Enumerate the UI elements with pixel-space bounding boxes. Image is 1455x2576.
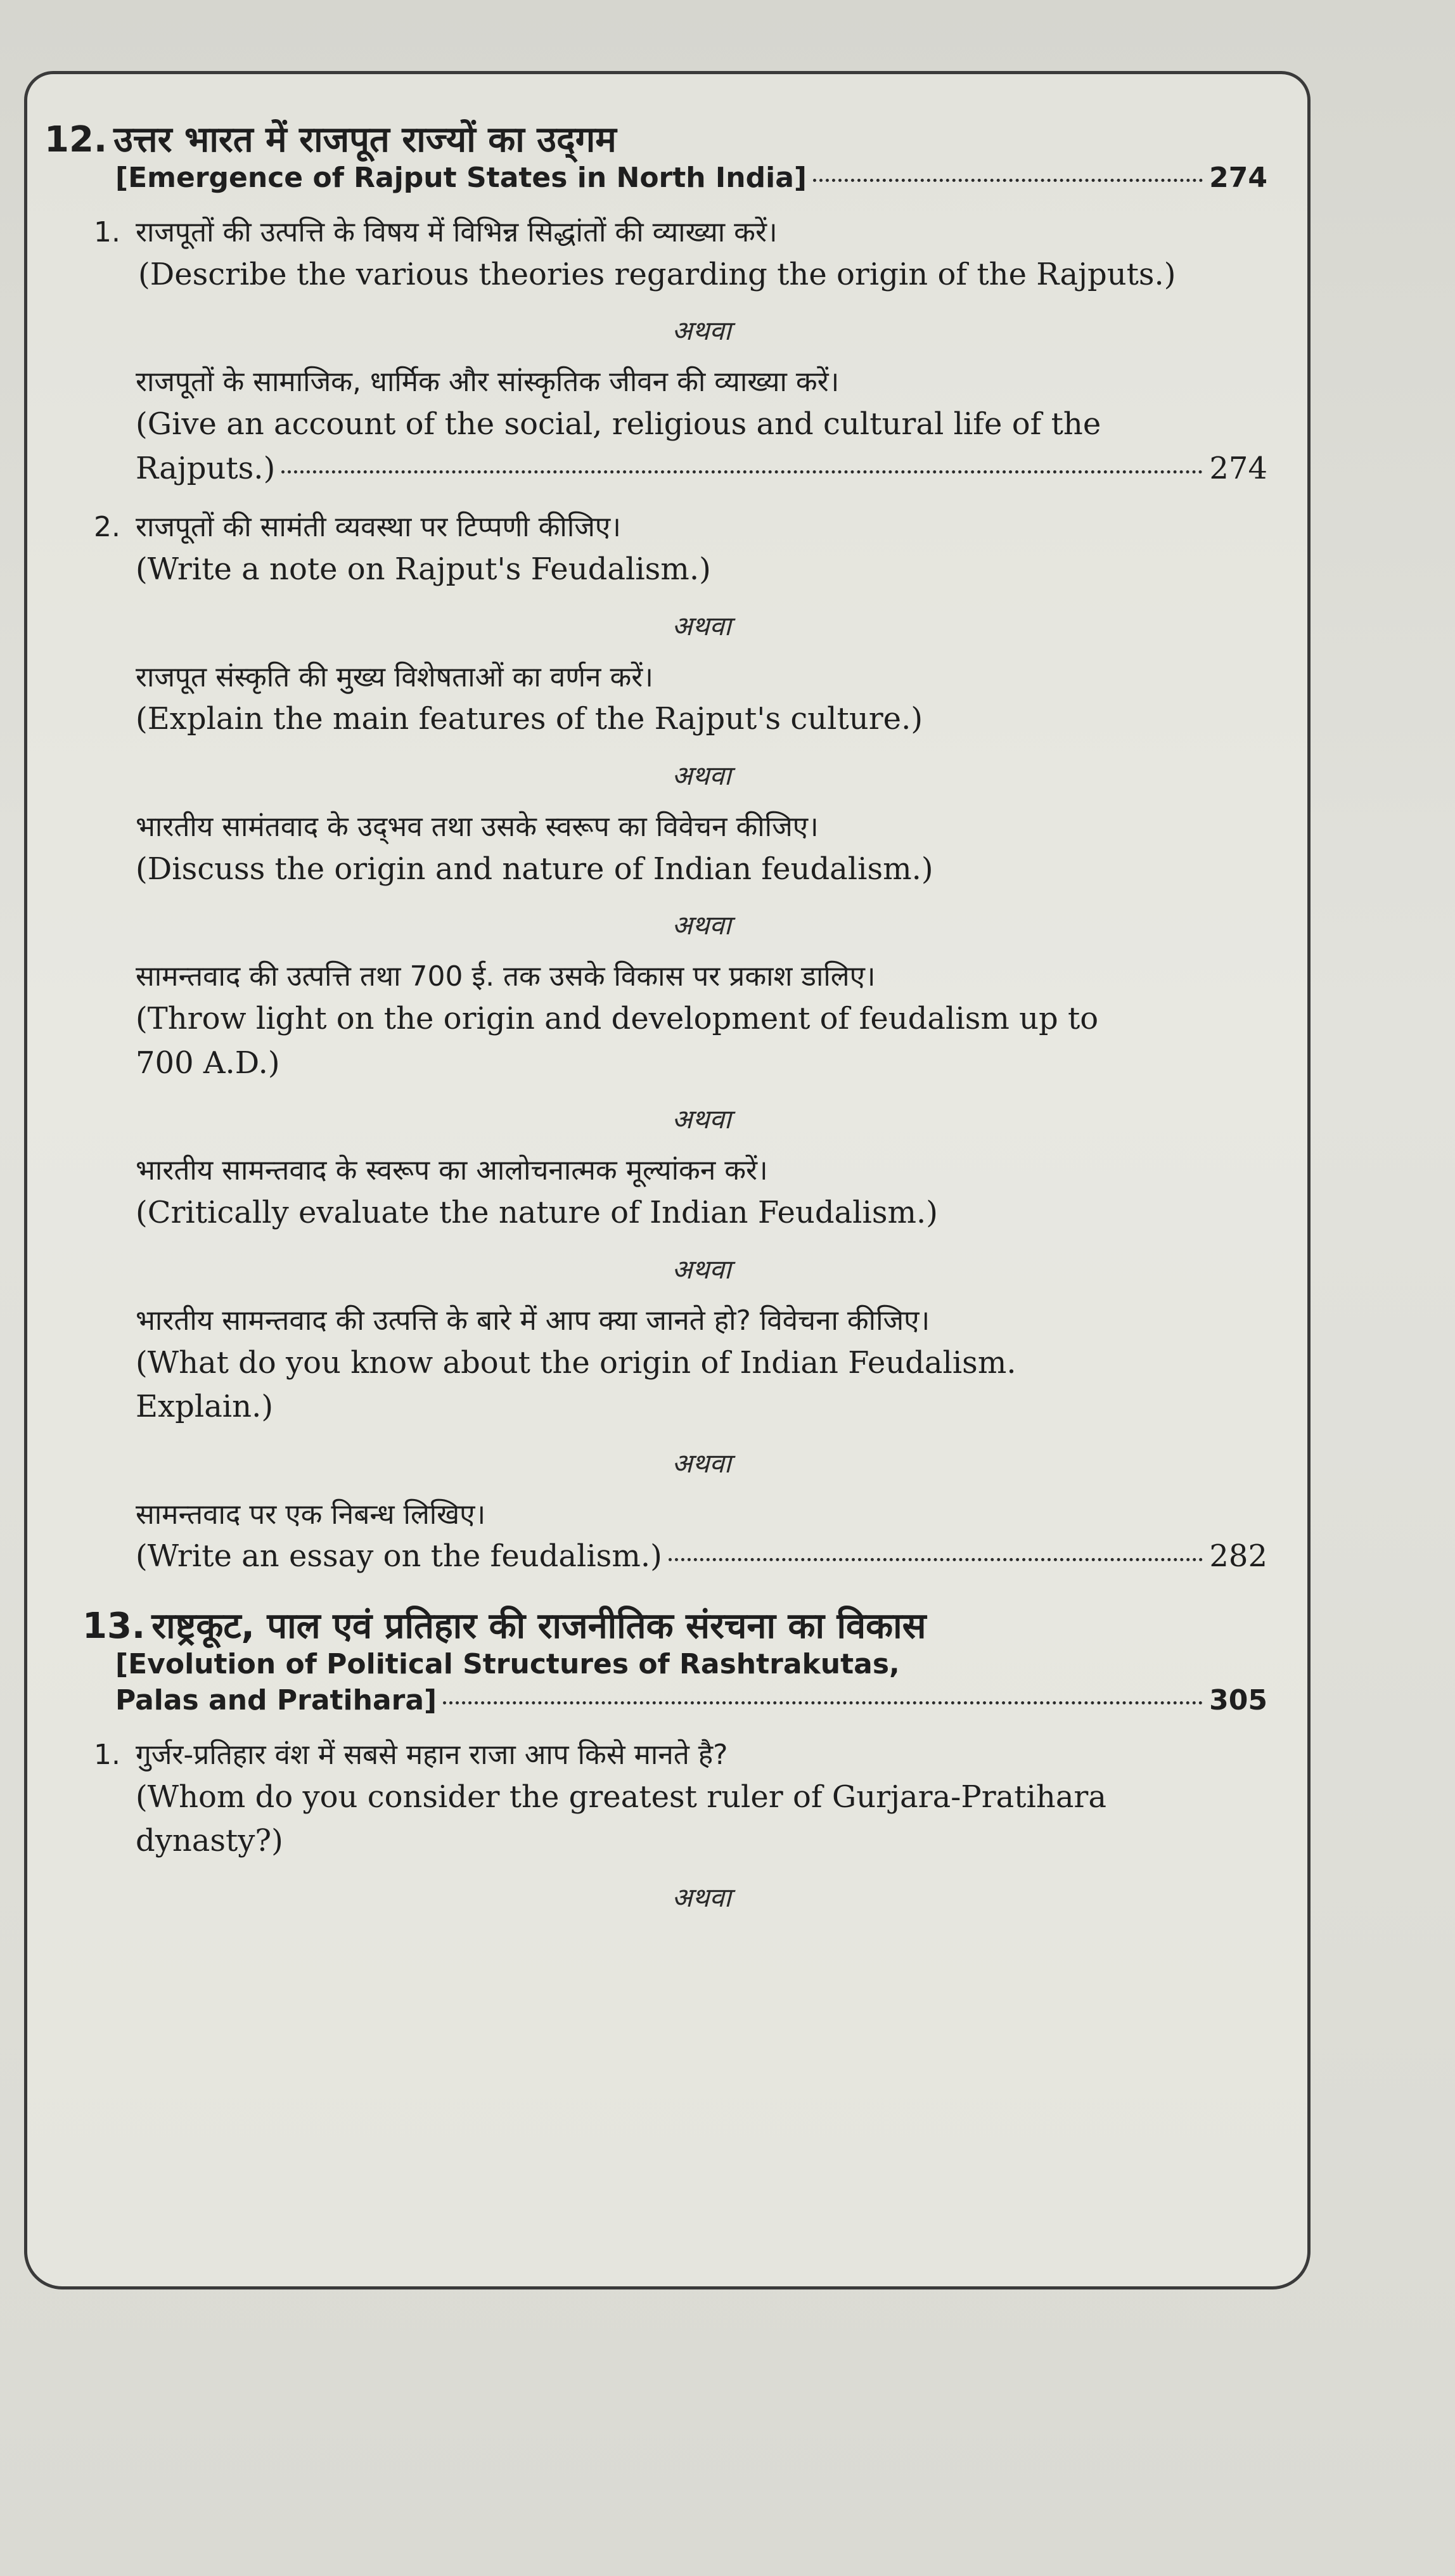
question-english: (Write a note on Rajput's Feudalism.) <box>136 551 711 587</box>
question-hindi: सामन्तवाद पर एक निबन्ध लिखिए। <box>136 1498 486 1531</box>
question-english: (Critically evaluate the nature of Indian Feudalism.) <box>136 1195 938 1231</box>
athva-label: अथवा <box>672 315 731 347</box>
athva-label: अथवा <box>672 1104 731 1135</box>
section-number: 13. <box>82 1606 146 1647</box>
question-english: (What do you know about the origin of Indian Feudalism. <box>136 1344 1016 1381</box>
question-english-with-page: (Write an essay on the feudalism.) 282 <box>136 1535 1267 1579</box>
section-title-english: [Emergence of Rajput States in North India] <box>115 161 807 194</box>
question-english-with-page: Rajputs.) 274 <box>136 447 1267 491</box>
question-number: 1. <box>94 1739 120 1772</box>
section-number: 12. <box>44 119 108 160</box>
athva-label: अथवा <box>672 1882 731 1914</box>
section-12-subtitle <box>44 160 1267 196</box>
question-english: dynasty?) <box>136 1823 283 1859</box>
page-number: 305 <box>1209 1684 1267 1716</box>
question-hindi: भारतीय सामन्तवाद के स्वरूप का आलोचनात्मक मूल्यांकन करें। <box>136 1154 768 1187</box>
question-english: Explain.) <box>136 1389 274 1425</box>
question-hindi: राजपूतों की उत्पत्ति के विषय में विभिन्न सिद्धांतों की व्याख्या करें। <box>136 216 778 248</box>
question-1 <box>44 212 1267 491</box>
dot-leader <box>281 470 1203 473</box>
dot-leader <box>443 1701 1203 1704</box>
question-number: 2. <box>94 511 120 544</box>
question-english: 700 A.D.) <box>136 1045 280 1081</box>
question-hindi: भारतीय सामंतवाद के उद्‌भव तथा उसके स्वरूप का विवेचन कीजिए। <box>136 810 819 843</box>
question-hindi: राजपूतों के सामाजिक, धार्मिक और सांस्कृतिक जीवन की व्याख्या करें। <box>136 366 840 399</box>
page-number: 274 <box>1209 450 1267 486</box>
page-number: 274 <box>1209 161 1267 194</box>
section-title-hindi: राष्ट्रकूट, पाल एवं प्रतिहार की राजनीतिक संरचना का विकास <box>151 1606 926 1647</box>
question-hindi: भारतीय सामन्तवाद की उत्पत्ति के बारे में आप क्या जानते हो? विवेचना कीजिए। <box>136 1304 930 1337</box>
question-english: (Describe the various theories regarding the origin of the Rajputs.) <box>138 256 1176 292</box>
section-title-english: Palas and Pratihara] <box>115 1684 437 1716</box>
section-13-subtitle <box>44 1646 1267 1718</box>
section-13-heading <box>44 1607 1267 1646</box>
question-2 <box>44 507 1267 1579</box>
question-hindi: राजपूत संस्कृति की मुख्य विशेषताओं का वर्णन करें। <box>136 660 653 693</box>
question-hindi: सामन्तवाद की उत्पत्ति तथा 700 ई. तक उसके विकास पर प्रकाश डालिए। <box>136 960 876 993</box>
question-english: (Throw light on the origin and development of feudalism up to <box>136 1001 1099 1037</box>
page-number: 282 <box>1209 1538 1267 1575</box>
dot-leader <box>813 179 1203 182</box>
section-title-hindi: उत्तर भारत में राजपूत राज्यों का उद्‌गम <box>113 119 617 160</box>
athva-label: अथवा <box>672 610 731 641</box>
section-12-heading <box>44 120 1267 160</box>
question-english: (Discuss the origin and nature of Indian feudalism.) <box>136 851 933 887</box>
athva-label: अथवा <box>672 910 731 941</box>
athva-label: अथवा <box>672 1447 731 1479</box>
question-hindi: राजपूतों की सामंती व्यवस्था पर टिप्पणी कीजिए। <box>136 511 621 544</box>
question-english: (Give an account of the social, religious and cultural life of the <box>136 406 1101 442</box>
question-hindi: गुर्जर-प्रतिहार वंश में सबसे महान राजा आप किसे मानते है? <box>136 1739 728 1772</box>
athva-label: अथवा <box>672 1253 731 1285</box>
section-title-english: [Evolution of Political Structures of Rashtrakutas, <box>115 1647 900 1680</box>
question-number: 1. <box>94 216 120 248</box>
dot-leader <box>669 1558 1203 1561</box>
syllabus-content <box>44 120 1267 1929</box>
athva-label: अथवा <box>672 759 731 791</box>
question-english: (Whom do you consider the greatest ruler of Gurjara-Pratihara <box>136 1779 1106 1815</box>
question-1 <box>44 1735 1267 1929</box>
question-english: (Explain the main features of the Rajput's culture.) <box>136 701 923 737</box>
